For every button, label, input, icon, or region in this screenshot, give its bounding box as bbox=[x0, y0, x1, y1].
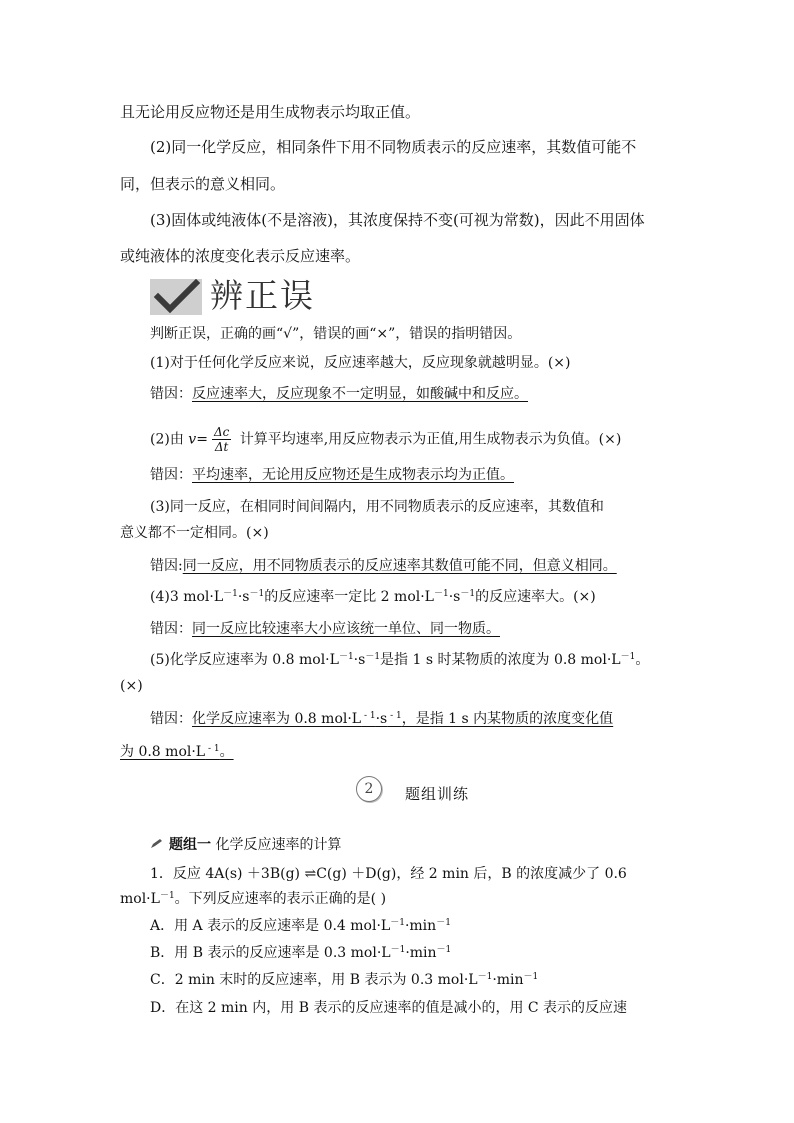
item-3-cont: 意义都不一定相同。(×) bbox=[120, 525, 269, 541]
option-b: B．用 B 表示的反应速率是 0.3 $mol\cdot L^{-1}\cdot\min^{-1}$ bbox=[150, 945, 452, 961]
section-title: 辨正误 bbox=[210, 276, 315, 315]
section-number-badge: 2 bbox=[356, 776, 382, 802]
check-icon bbox=[150, 279, 202, 315]
reason-2: 错因：平均速率，无论用反应物还是生成物表示均为正值。 bbox=[150, 467, 514, 483]
equilibrium-arrow: ⇌ bbox=[304, 866, 317, 882]
question-1-stem-cont: $mol\cdot L^{-1}$。下列反应速率的表示正确的是( ) bbox=[120, 891, 387, 907]
reason-5-cont: 为 0.8 mol·L $^{- 1}$。 bbox=[120, 744, 234, 760]
note-line: (3)固体或纯液体(不是溶液)，其浓度保持不变(可视为常数)，因此不用固体 bbox=[150, 211, 645, 229]
option-d: D．在这 2 min 内，用 B 表示的反应速率的值是减小的，用 C 表示的反应速 bbox=[150, 1000, 628, 1016]
reason-5: 错因：化学反应速率为 0.8 mol·L $^{- 1}$·s $^{- 1}$，是指 1 s 内某物质的浓度变化值 bbox=[150, 711, 614, 727]
item-2: (2)由 v= $\frac{\Delta c}{\Delta t}$ 计算平均速率,用反应物表示为正值,用生成物表示为负值。(×) bbox=[150, 425, 622, 454]
option-c: C．2 min 末时的反应速率，用 B 表示为 0.3 $mol\cdot L^{-1}\cdot\min^{-1}$ bbox=[150, 972, 539, 988]
group1-heading: 题组一 化学反应速率的计算 bbox=[150, 835, 341, 855]
item-5: (5)化学反应速率为 0.8 $mol\cdot L^{-1}\cdot s^{-1}$是指 1 s 时某物质的浓度为 0.8 $mol\cdot L^{-1}$。 bbox=[150, 652, 650, 668]
pencil-icon bbox=[150, 835, 163, 855]
note-line: 或纯液体的浓度变化表示反应速率。 bbox=[120, 247, 361, 265]
reason-3: 错因:同一反应，用不同物质表示的反应速率其数值可能不同，但意义相同。 bbox=[150, 558, 617, 574]
note-line: 同，但表示的意义相同。 bbox=[120, 175, 286, 193]
item-3: (3)同一反应，在相同时间间隔内，用不同物质表示的反应速率，其数值和 bbox=[150, 499, 604, 515]
item-1: (1)对于任何化学反应来说，反应速率越大，反应现象就越明显。(×) bbox=[150, 355, 571, 371]
delta-c-over-delta-t: $\frac{\Delta c}{\Delta t}$ bbox=[213, 425, 230, 454]
option-a: A．用 A 表示的反应速率是 0.4 $mol\cdot L^{-1}\cdot\min^{-1}$ bbox=[150, 918, 451, 934]
note-line: (2)同一化学反应，相同条件下用不同物质表示的反应速率，其数值可能不 bbox=[150, 138, 637, 156]
group-section-title: 题组训练 bbox=[405, 785, 470, 803]
note-line: 且无论用反应物还是用生成物表示均取正值。 bbox=[120, 103, 421, 121]
item-4: (4)3 $mol\cdot L^{-1}\cdot s^{-1}$的反应速率一定比 2 $mol\cdot L^{-1}\cdot s^{-1}$的反应速率大。(×) bbox=[150, 589, 596, 605]
instruction: 判断正误，正确的画“√”，错误的画“×”，错误的指明错因。 bbox=[150, 326, 522, 342]
question-1-stem: 1．反应 4A(s) ＋3B(g) ⇌C(g) ＋D(g)，经 2 min 后，B 的浓度减少了 0.6 bbox=[150, 866, 627, 882]
section-banner bbox=[150, 275, 320, 317]
reason-4: 错因：同一反应比较速率大小应该统一单位、同一物质。 bbox=[150, 621, 500, 637]
item-5-cont: (×) bbox=[120, 678, 143, 694]
reason-1: 错因：反应速率大，反应现象不一定明显，如酸碱中和反应。 bbox=[150, 386, 528, 402]
